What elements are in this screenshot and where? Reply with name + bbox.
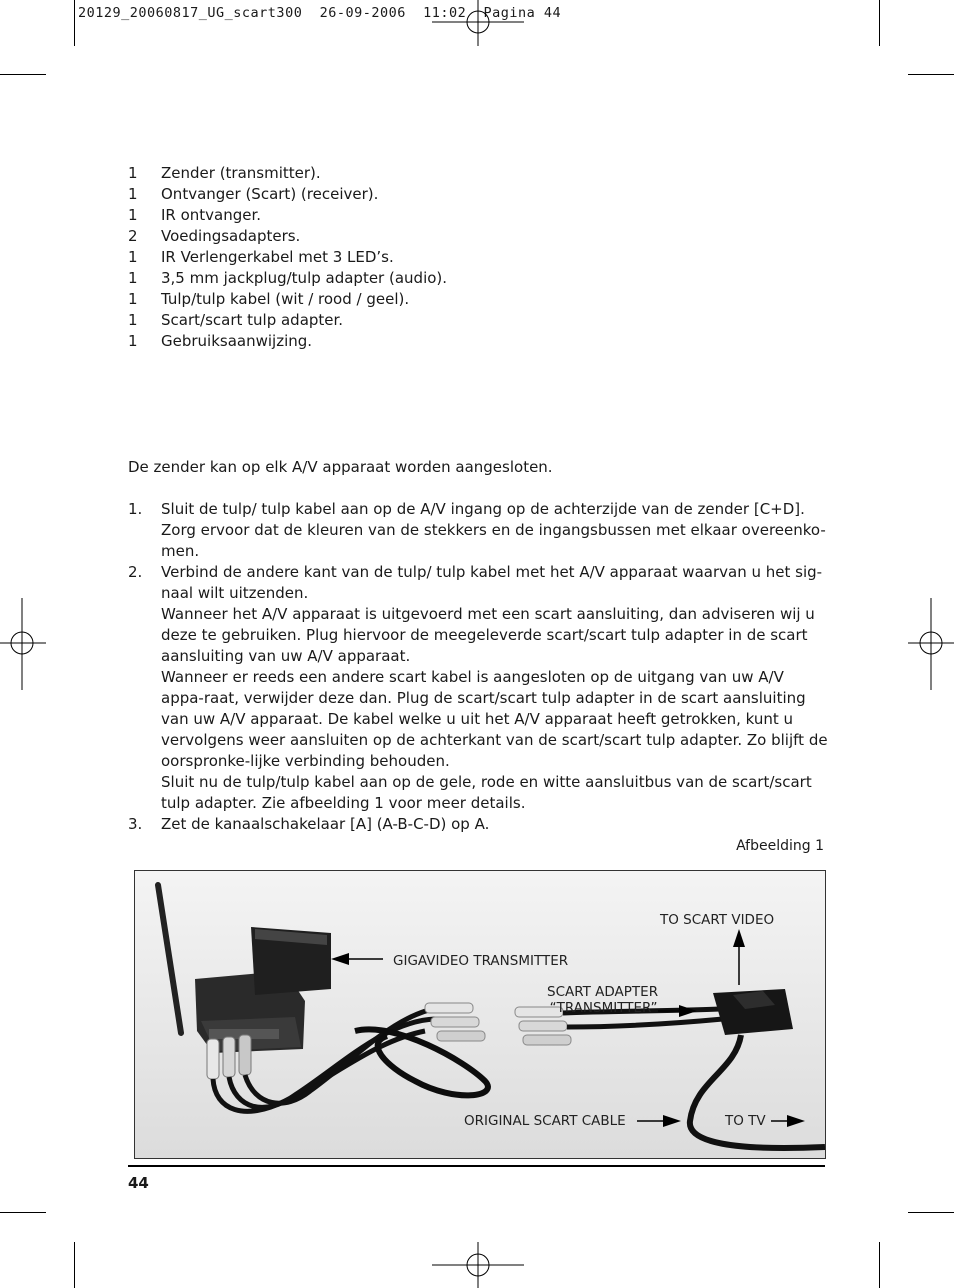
figure-caption: Afbeelding 1	[736, 838, 824, 854]
step-body	[161, 814, 489, 835]
list-item-qty: 1	[128, 290, 138, 308]
crop-mark-top-left-v	[74, 0, 75, 46]
list-item	[128, 247, 828, 268]
step-number: 1.	[128, 500, 143, 518]
label-gigavideo-transmitter: GIGAVIDEO TRANSMITTER	[393, 953, 569, 969]
installation-steps	[128, 499, 828, 835]
footer-rule	[128, 1165, 825, 1167]
print-slug: 20129_20060817_UG_scart300 26-09-2006 11:02 Pagina 44	[78, 5, 562, 21]
list-item-qty: 1	[128, 185, 138, 203]
label-scart-adapter-line1: SCART ADAPTER	[547, 984, 659, 1000]
connection-photo	[134, 870, 826, 1159]
step-paragraph: Zet de kanaalschakelaar [A] (A-B-C-D) op A.	[161, 815, 490, 833]
registration-mark-top-icon	[432, 0, 524, 46]
list-item	[128, 205, 828, 226]
list-item-text: IR Verlengerkabel met 3 LED’s.	[161, 248, 394, 266]
list-item-text: Ontvanger (Scart) (receiver).	[161, 185, 379, 203]
package-contents-list	[128, 163, 828, 352]
crop-mark-top-left-h	[0, 74, 46, 75]
crop-mark-top-right-h	[908, 74, 954, 75]
step-number: 2.	[128, 563, 143, 581]
step-body	[161, 499, 828, 562]
crop-mark-top-right-v	[879, 0, 880, 46]
list-item-qty: 1	[128, 164, 138, 182]
page-number: 44	[128, 1174, 149, 1192]
registration-mark-left-icon	[0, 598, 46, 690]
list-item-text: IR ontvanger.	[161, 206, 262, 224]
step-2	[128, 562, 828, 814]
step-paragraph: Verbind de andere kant van de tulp/ tulp kabel met het A/V apparaat waarvan u het sig-naal wilt uitzenden.	[161, 563, 823, 602]
list-item-qty: 2	[128, 227, 138, 245]
list-item	[128, 226, 828, 247]
list-item-qty: 1	[128, 332, 138, 350]
step-body	[161, 562, 828, 814]
label-scart-adapter-line2: “TRANSMITTER”	[549, 1000, 658, 1016]
list-item	[128, 289, 828, 310]
list-item-text: Tulp/tulp kabel (wit / rood / geel).	[161, 290, 410, 308]
step-paragraph: Sluit nu de tulp/tulp kabel aan op de gele, rode en witte aansluitbus van de scart/scart tulp adapter. Zie afbeelding 1 voor meer details.	[161, 773, 812, 812]
step-paragraph: Wanneer het A/V apparaat is uitgevoerd met een scart aansluiting, dan adviseren wij u deze te gebruiken. Plug hiervoor de meegeleverde scart/scart tulp adapter in de scart aansluiting van uw A/V apparaat.	[161, 605, 815, 665]
step-paragraph: Sluit de tulp/ tulp kabel aan op de A/V ingang op de achterzijde van de zender [C+D]. Zorg ervoor dat de kleuren van de stekkers en de ingangsbussen met elkaar overeenko-men.	[161, 500, 826, 560]
list-item	[128, 310, 828, 331]
label-scart-adapter	[547, 984, 658, 1016]
list-item-text: Gebruiksaanwijzing.	[161, 332, 313, 350]
list-item-qty: 1	[128, 311, 138, 329]
list-item-text: Scart/scart tulp adapter.	[161, 311, 344, 329]
label-original-scart-cable: ORIGINAL SCART CABLE	[464, 1113, 626, 1129]
label-to-tv: TO TV	[725, 1113, 766, 1129]
label-to-scart-video: TO SCART VIDEO	[660, 912, 775, 928]
list-item-qty: 1	[128, 206, 138, 224]
list-item	[128, 184, 828, 205]
crop-mark-bottom-right-v	[879, 1242, 880, 1288]
list-item-text: Zender (transmitter).	[161, 164, 321, 182]
step-number: 3.	[128, 815, 143, 833]
crop-mark-bottom-left-v	[74, 1242, 75, 1288]
registration-mark-bottom-icon	[432, 1242, 524, 1288]
registration-mark-right-icon	[908, 598, 954, 690]
crop-mark-bottom-right-h	[908, 1212, 954, 1213]
list-item	[128, 268, 828, 289]
step-3	[128, 814, 828, 835]
list-item-qty: 1	[128, 269, 138, 287]
list-item-text: Voedingsadapters.	[161, 227, 301, 245]
intro-paragraph: De zender kan op elk A/V apparaat worden aangesloten.	[128, 458, 553, 476]
list-item-text: 3,5 mm jackplug/tulp adapter (audio).	[161, 269, 448, 287]
list-item	[128, 163, 828, 184]
step-1	[128, 499, 828, 562]
list-item-qty: 1	[128, 248, 138, 266]
list-item	[128, 331, 828, 352]
crop-mark-bottom-left-h	[0, 1212, 46, 1213]
step-paragraph: Wanneer er reeds een andere scart kabel is aangesloten op de uitgang van uw A/V appa-raat, verwijder deze dan. Plug de scart/scart tulp adapter in de scart aansluiting van uw A/V apparaat. De kabel welke u uit het A/V apparaat heeft getrokken, kunt u vervolgens weer aansluiten op de achterkant van de scart/scart tulp adapter. Zo blijft de oorspronke-lijke verbinding behouden.	[161, 668, 828, 770]
